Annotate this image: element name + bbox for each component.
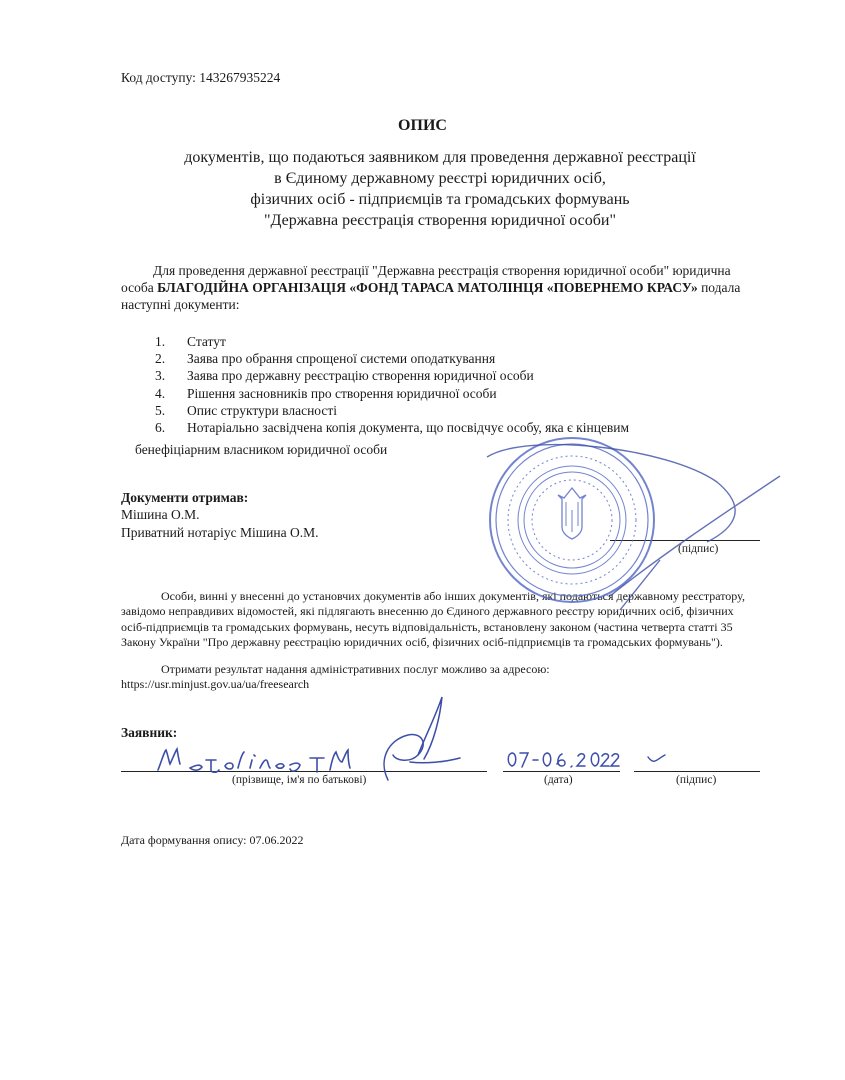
legal-notice: Особи, винні у внесенні до установчих документів або інших документів, які подаються державному реєстратору, завідомо неправдивих відомостей, які підлягають внесенню до Єдиного державного реєстру юридичних осіб, фізичних осіб-підприємців та громадських формувань, несуть відповідальність, встановлену законом (частина четверта статті 35 Закону України "Про державну реєстрацію юридичних осіб, фізичних осіб-підприємців та громадських формувань"). — [121, 589, 745, 650]
result-url: https://usr.minjust.gov.ua/ua/freesearch — [121, 677, 310, 692]
notary-signature — [487, 445, 780, 610]
subtitle-line: документів, що подаються заявником для проведення державної реєстрації — [184, 149, 696, 166]
list-item-text: Рішення засновників про створення юридичної особи — [187, 385, 497, 401]
name-caption: (прізвище, ім'я по батькові) — [232, 774, 367, 786]
organization-name: БЛАГОДІЙНА ОРГАНІЗАЦІЯ «ФОНД ТАРАСА МАТОЛІНЦЯ «ПОВЕРНЕМО КРАСУ» — [157, 280, 698, 295]
list-item-number: 3. — [155, 368, 166, 384]
received-signature-caption: (підпис) — [678, 543, 719, 555]
list-item-text: Заява про державну реєстрацію створення юридичної особи — [187, 368, 534, 384]
list-item-text: Опис структури власності — [187, 402, 338, 418]
applicant-title: Заявник: — [121, 725, 178, 740]
subtitle-line: в Єдиному державному реєстрі юридичних осіб, — [274, 170, 606, 187]
intro-text-before: Для проведення державної реєстрації "Державна реєстрація створення юридичної особи" юридична особа — [121, 263, 731, 295]
list-item-text: Заява про обрання спрощеної системи оподаткування — [187, 351, 496, 367]
access-code: Код доступу: 143267935224 — [121, 70, 281, 85]
handwritten-date — [508, 753, 619, 767]
notary-stamp — [490, 438, 654, 602]
list-item-text: Статут — [187, 334, 226, 349]
intro-text-after: подала наступні документи: — [121, 280, 741, 312]
list-item-number: 1. — [155, 334, 166, 349]
received-position: Приватний нотаріус Мішина О.М. — [121, 525, 319, 540]
signature-tick — [648, 755, 665, 761]
list-item-number: 4. — [155, 385, 166, 401]
handwritten-name — [158, 749, 350, 772]
generation-date: Дата формування опису: 07.06.2022 — [121, 833, 304, 847]
list-item-number: 6. — [155, 420, 166, 436]
list-item-number: 5. — [155, 402, 166, 418]
applicant-signature — [384, 697, 460, 780]
received-name: Мішина О.М. — [121, 507, 200, 522]
list-item-number: 2. — [155, 351, 166, 367]
date-caption: (дата) — [544, 774, 573, 786]
subtitle-line: фізичних осіб - підприємців та громадських формувань — [250, 191, 630, 208]
received-title: Документи отримав: — [121, 490, 249, 505]
document-title: ОПИС — [398, 117, 447, 134]
result-text: Отримати результат надання адміністративних послуг можливо за адресою: — [161, 662, 550, 676]
list-item-continuation: бенефіціарним власником юридичної особи — [135, 442, 388, 457]
subtitle-line: "Державна реєстрація створення юридичної особи" — [264, 212, 616, 229]
signature-caption: (підпис) — [676, 774, 717, 786]
list-item-text: Нотаріально засвідчена копія документа, що посвідчує особу, яка є кінцевим — [187, 420, 630, 436]
